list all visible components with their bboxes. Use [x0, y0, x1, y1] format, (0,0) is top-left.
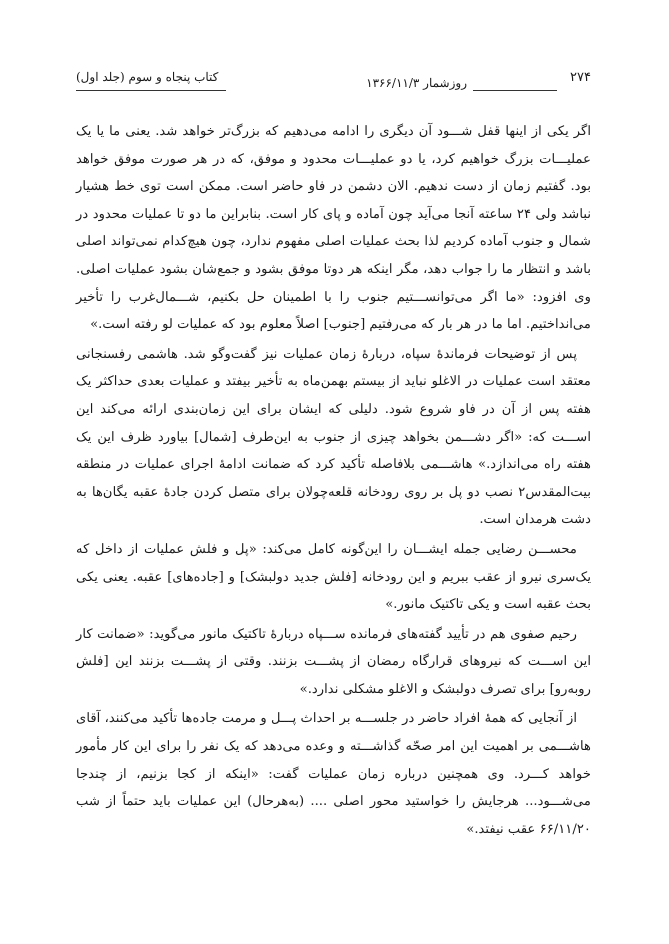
- header-date: روزشمار ۱۳۶۶/۱۱/۳: [366, 76, 467, 90]
- page-number: ۲۷۴: [570, 70, 591, 85]
- paragraph: پس از توضیحات فرماندهٔ سپاه، دربارهٔ زمان عملیات نیز گفت‌وگو شد. هاشمی رفسنجانی معتقد است عملیات در الاغلو نباید از بیستم بهمن‌ماه به تأخیر بیفتد و عملیات بعدی حداکثر یک هفته پس از آن در فاو شروع شود. دلیلی که ایشان برای این زمان‌بندی ارائه می‌کند این اســـت که: «اگر دشـــمن بخواهد چیزی از جنوب به این‌طرف [شمال] بیاورد ظرف این یک هفته راه می‌اندازد.» هاشـــمی بلافاصله تأکید کرد که ضمانت ادامهٔ اجرای عملیات در منطقه بیت‌المقدس۲ نصب دو پل بر روی رودخانه قلعه‌چولان برای متصل کردن جادهٔ عقبه یگان‌ها به دشت هرمدان است.: [76, 346, 591, 528]
- header-rule: [473, 90, 557, 91]
- body-text: [76, 118, 591, 845]
- paragraph: رحیم صفوی هم در تأیید گفته‌های فرمانده ســـپاه دربارهٔ تاکتیک مانور می‌گوید: «ضمانت کار این اســـت که نیروهای قرارگاه رمضان از پشـــت بزنند. وقتی از پشـــت بزنند این [فلش روبه‌رو] برای تصرف دولبشک و الاغلو مشکلی ندارد.»: [76, 626, 591, 697]
- header-rule: [76, 90, 226, 91]
- paragraph: از آنجایی که همهٔ افراد حاضر در جلســـه بر احداث پـــل و مرمت جاده‌ها تأکید می‌کنند، آقای هاشـــمی بر اهمیت این امر صحّه گذاشـــته و وعده می‌دهد که یک نفر را برای این کار مأمور خواهد کـــرد. وی همچنین درباره زمان عملیات گفت: «اینکه از کجا بزنیم، از چندجا می‌شـــود... هرجایش را خواستید محور اصلی .... (به‌هرحال) این عملیات باید حتماً از شب ۶۶/۱۱/۲۰ عقب نیفتد.»: [76, 711, 591, 837]
- running-header: [76, 68, 591, 92]
- book-title: کتاب پنجاه و سوم (جلد اول): [76, 70, 219, 84]
- paragraph: اگر یکی از اینها قفل شـــود آن دیگری را ادامه می‌دهیم که بزرگ‌تر خواهد شد. یعنی ما یا یک عملیـــات بزرگ خواهیم کرد، یا دو عملیـــات محدود و موفق، که در هر صورت موفق خواهد بود. گفتیم زمان از دست ندهیم. الان دشمن در فاو حاضر است. ممکن است توی خط هشیار نباشد ولی ۲۴ ساعته آنجا می‌آید چون آماده و پای کار است. بنابراین ما دو تا عملیات محدود در شمال و جنوب آماده کردیم لذا بحث عملیات اصلی مفهوم ندارد، چون هیچ‌کدام نمی‌تواند اصلی باشد و انتظار ما را جواب دهد، مگر اینکه هر دوتا موفق بشود و جمع‌شان بشود عملیات اصلی. وی افزود: «ما اگر می‌توانســـتیم جنوب را با اطمینان حل بکنیم، شـــمال‌غرب را تأخیر می‌انداختیم. اما ما در هر بار که می‌رفتیم [جنوب] اصلاً معلوم بود که عملیات لو رفته است.»: [76, 124, 592, 333]
- paragraph: محســـن رضایی جمله ایشـــان را این‌گونه کامل می‌کند: «پل و فلش عملیات از داخل که یک‌سری نیرو از عقب ببریم و این رودخانه [فلش جدید دولبشک] و [جاده‌های] عقبه. یعنی یکی بحث عقبه است و یکی تاکتیک مانور.»: [76, 541, 591, 613]
